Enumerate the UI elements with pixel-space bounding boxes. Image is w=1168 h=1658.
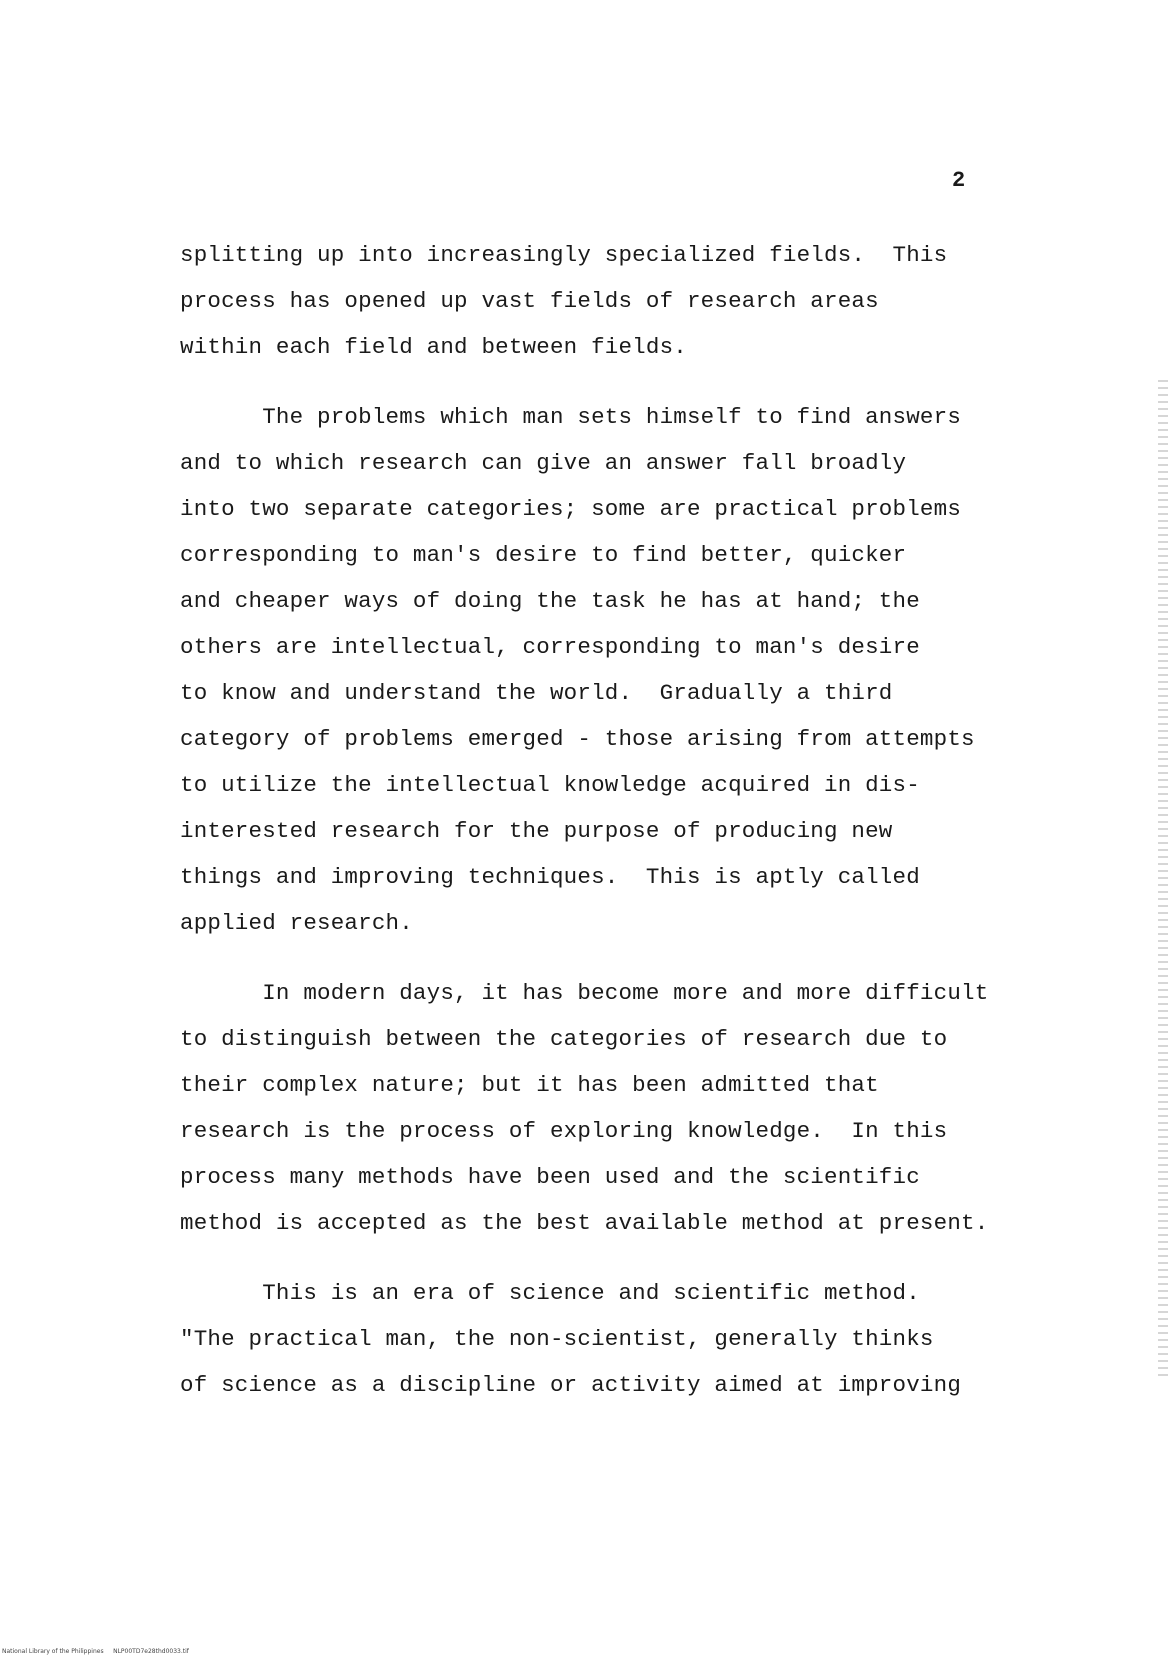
text-line: to utilize the intellectual knowledge acquired in dis- — [180, 772, 920, 798]
text-line: of science as a discipline or activity aimed at improving — [180, 1372, 962, 1398]
text-line: to distinguish between the categories of research due to — [180, 1026, 948, 1052]
text-line: process has opened up vast fields of research areas — [180, 288, 879, 314]
text-line: "The practical man, the non-scientist, generally thinks — [180, 1326, 934, 1352]
text-line: to know and understand the world. Gradually a third — [180, 680, 893, 706]
page-number: 2 — [952, 168, 966, 193]
scan-footer: National Library of the Philippines NLP00TD7e28thd0033.tif — [2, 1648, 189, 1655]
text-line: category of problems emerged - those arising from attempts — [180, 726, 975, 752]
text-line: corresponding to man's desire to find better, quicker — [180, 542, 907, 568]
text-line: method is accepted as the best available method at present. — [180, 1210, 989, 1236]
text-line: process many methods have been used and the scientific — [180, 1164, 920, 1190]
text-line: research is the process of exploring knowledge. In this — [180, 1118, 948, 1144]
paragraph — [180, 232, 1080, 370]
text-line: In modern days, it has become more and more difficult — [180, 980, 989, 1006]
text-line: things and improving techniques. This is aptly called — [180, 864, 920, 890]
paragraph — [180, 970, 1080, 1246]
text-line: The problems which man sets himself to find answers — [180, 404, 962, 430]
text-line: and to which research can give an answer fall broadly — [180, 450, 907, 476]
text-line: applied research. — [180, 910, 413, 936]
text-line: interested research for the purpose of producing new — [180, 818, 893, 844]
text-line: and cheaper ways of doing the task he has at hand; the — [180, 588, 920, 614]
paragraph — [180, 394, 1080, 946]
scan-edge-artifact — [1158, 380, 1168, 1380]
text-line: splitting up into increasingly specialized fields. This — [180, 242, 948, 268]
body-text — [180, 232, 1080, 1408]
paragraph — [180, 1270, 1080, 1408]
text-line: their complex nature; but it has been admitted that — [180, 1072, 879, 1098]
text-line: within each field and between fields. — [180, 334, 687, 360]
text-line: others are intellectual, corresponding to man's desire — [180, 634, 920, 660]
text-line: into two separate categories; some are practical problems — [180, 496, 962, 522]
text-line: This is an era of science and scientific method. — [180, 1280, 920, 1306]
